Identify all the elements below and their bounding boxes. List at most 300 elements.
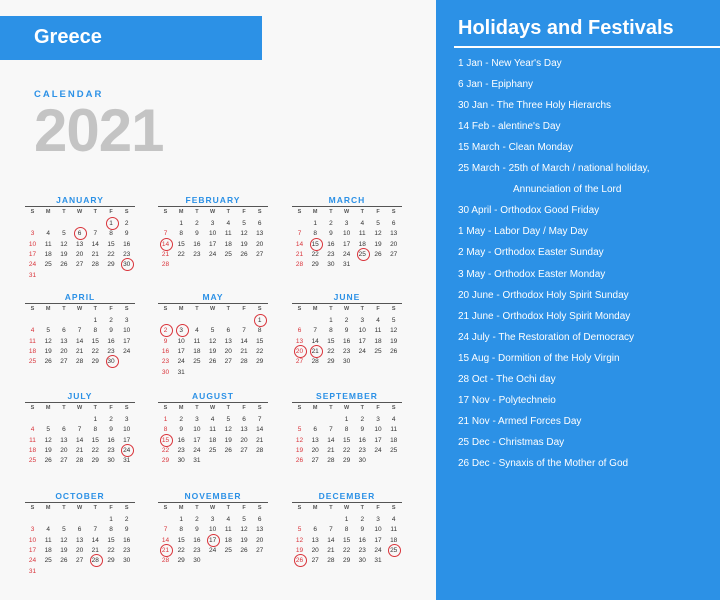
date-cell: 8 <box>179 526 183 534</box>
date-cell: 3 <box>124 416 129 423</box>
date-cell: 10 <box>28 536 37 544</box>
date-cell: 17 <box>342 240 351 248</box>
date-cell: 7 <box>313 327 317 335</box>
holiday-date: 15 <box>158 436 173 446</box>
date-cell: 19 <box>208 347 217 355</box>
date-cell: 14 <box>161 536 170 544</box>
weekday-label: S <box>163 405 168 411</box>
date-cell: 21 <box>91 250 99 258</box>
date-cell: 3 <box>376 516 380 523</box>
weekday-label: T <box>226 405 230 411</box>
date-cell: 24 <box>177 358 185 366</box>
date-cell: 19 <box>295 546 304 554</box>
date-cell: 11 <box>390 526 398 534</box>
weekday-label: S <box>297 306 302 312</box>
month-name: DECEMBER <box>318 491 376 501</box>
date-cell: 2 <box>124 516 129 523</box>
date-cell: 10 <box>28 240 37 248</box>
date-cell: 12 <box>240 526 248 534</box>
date-cell: 12 <box>44 436 52 444</box>
weekday-label: S <box>297 405 302 411</box>
date-cell: 15 <box>177 240 185 248</box>
weekday-label: T <box>62 306 66 312</box>
weekday-label: F <box>109 209 113 215</box>
date-cell: 10 <box>123 426 131 434</box>
month-divider <box>158 502 268 503</box>
date-cell: 5 <box>242 220 246 227</box>
weekday-label: F <box>376 306 380 312</box>
weekday-label: T <box>93 405 97 411</box>
date-cell: 18 <box>390 436 398 444</box>
date-cell: 12 <box>374 230 382 238</box>
date-cell: 3 <box>124 317 129 324</box>
holiday-item: 26 Dec - Synaxis of the Mother of God <box>458 457 629 469</box>
date-cell: 9 <box>109 426 113 434</box>
date-cell: 30 <box>193 557 201 565</box>
date-cell: 2 <box>109 416 113 423</box>
date-cell: 2 <box>360 416 365 423</box>
weekday-label: M <box>178 306 184 312</box>
date-cell: 26 <box>390 347 398 355</box>
country-name: Greece <box>34 26 102 48</box>
date-cell: 11 <box>29 436 36 444</box>
date-cell: 24 <box>374 546 382 554</box>
date-cell: 19 <box>44 446 52 454</box>
weekday-label: T <box>195 306 199 312</box>
date-cell: 15 <box>327 337 335 345</box>
date-cell: 17 <box>28 250 37 258</box>
date-cell: 13 <box>256 526 264 534</box>
weekday-label: W <box>76 405 83 411</box>
weekday-label: T <box>62 505 66 511</box>
date-cell: 30 <box>358 557 366 565</box>
weekday-label: S <box>297 505 302 511</box>
date-cell: 20 <box>60 347 68 355</box>
weekday-label: T <box>360 505 364 511</box>
weekday-label: W <box>76 306 83 312</box>
date-cell: 22 <box>311 250 319 258</box>
date-cell: 9 <box>344 327 349 335</box>
date-cell: 16 <box>107 436 115 444</box>
date-cell: 19 <box>240 536 248 544</box>
date-cell: 1 <box>93 416 98 423</box>
holiday-item: 28 Oct - The Ochi day <box>458 373 556 385</box>
date-cell: 5 <box>376 220 380 227</box>
date-cell: 10 <box>374 526 382 534</box>
holiday-date: 3 <box>174 326 189 336</box>
date-cell: 28 <box>327 557 335 565</box>
weekday-label: T <box>360 306 364 312</box>
date-cell: 29 <box>91 358 99 366</box>
date-cell: 19 <box>390 337 398 345</box>
date-cell: 25 <box>224 250 232 258</box>
date-cell: 9 <box>360 426 365 434</box>
date-cell: 22 <box>91 446 99 454</box>
holiday-item: 1 Jan - New Year's Day <box>458 58 562 69</box>
date-cell: 28 <box>161 261 170 269</box>
weekday-label: S <box>257 405 262 411</box>
date-cell: 6 <box>313 526 317 534</box>
date-cell: 15 <box>256 337 264 345</box>
date-cell: 21 <box>240 347 248 355</box>
date-cell: 11 <box>209 426 216 434</box>
date-cell: 11 <box>374 327 382 335</box>
date-cell: 20 <box>311 446 319 454</box>
date-cell: 7 <box>77 327 82 335</box>
weekday-label: T <box>329 306 333 312</box>
date-cell: 22 <box>177 250 185 258</box>
date-cell: 8 <box>109 526 113 534</box>
date-cell: 5 <box>391 317 396 324</box>
date-cell: 9 <box>124 526 129 534</box>
date-cell: 15 <box>91 436 99 444</box>
date-cell: 18 <box>390 536 398 544</box>
date-cell: 25 <box>193 358 201 366</box>
date-cell: 18 <box>28 347 37 355</box>
date-cell: 16 <box>193 536 201 544</box>
date-cell: 17 <box>123 337 131 345</box>
date-cell: 8 <box>329 327 333 335</box>
date-cell: 5 <box>226 416 231 423</box>
date-cell: 4 <box>391 416 396 423</box>
date-cell: 9 <box>109 327 113 335</box>
date-cell: 12 <box>208 337 217 345</box>
weekday-label: W <box>343 306 350 312</box>
date-cell: 23 <box>177 446 185 454</box>
date-cell: 1 <box>93 317 98 324</box>
date-cell: 4 <box>226 220 231 227</box>
date-cell: 24 <box>208 250 217 258</box>
date-cell: 6 <box>297 327 302 335</box>
date-cell: 31 <box>374 557 382 565</box>
date-cell: 4 <box>210 416 215 423</box>
date-cell: 5 <box>62 526 66 534</box>
month-divider <box>25 303 135 304</box>
date-cell: 29 <box>256 358 264 366</box>
date-cell: 15 <box>342 536 351 544</box>
date-cell: 13 <box>295 337 304 345</box>
month-divider <box>25 502 135 503</box>
holiday-item: 30 April - Orthodox Good Friday <box>458 205 600 217</box>
weekday-label: W <box>209 405 216 411</box>
weekday-label: S <box>124 405 129 411</box>
date-cell: 27 <box>75 557 84 565</box>
date-cell: 19 <box>224 436 232 444</box>
date-cell: 17 <box>28 546 37 554</box>
date-cell: 7 <box>77 426 82 434</box>
date-cell: 8 <box>344 426 349 434</box>
date-cell: 3 <box>30 526 35 534</box>
holiday-date: 30 <box>104 357 119 367</box>
weekday-label: T <box>93 505 97 511</box>
weekday-label: F <box>242 505 246 511</box>
date-cell: 10 <box>342 230 351 238</box>
month-name: JULY <box>67 391 93 401</box>
date-cell: 12 <box>44 337 52 345</box>
weekday-label: M <box>45 306 51 312</box>
weekday-label: M <box>178 209 184 215</box>
date-cell: 11 <box>224 526 232 534</box>
date-cell: 23 <box>193 250 201 258</box>
holiday-date: 25 <box>355 250 370 260</box>
date-cell: 16 <box>123 536 131 544</box>
date-cell: 4 <box>30 426 35 434</box>
date-cell: 1 <box>163 416 168 423</box>
date-cell: 30 <box>177 457 185 465</box>
country-banner <box>0 16 262 60</box>
weekday-label: S <box>124 209 129 215</box>
month-name: SEPTEMBER <box>316 391 378 401</box>
holiday-date: 26 <box>292 556 307 566</box>
date-cell: 12 <box>60 240 68 248</box>
date-cell: 13 <box>60 436 68 444</box>
holiday-item: 2 May - Orthodox Easter Sunday <box>458 247 604 259</box>
date-cell: 10 <box>208 230 217 238</box>
date-cell: 13 <box>311 536 319 544</box>
weekday-label: S <box>124 306 129 312</box>
date-cell: 16 <box>342 337 351 345</box>
weekday-label: T <box>195 505 199 511</box>
date-cell: 25 <box>374 347 382 355</box>
weekday-label: F <box>242 209 246 215</box>
date-cell: 4 <box>30 327 35 335</box>
date-cell: 15 <box>342 436 351 444</box>
date-cell: 19 <box>295 446 304 454</box>
date-cell: 3 <box>210 516 215 523</box>
date-cell: 9 <box>329 230 333 238</box>
holiday-item: 24 July - The Restoration of Democracy <box>458 331 635 343</box>
date-cell: 23 <box>358 546 366 554</box>
date-cell: 25 <box>28 457 37 465</box>
date-cell: 23 <box>107 446 115 454</box>
weekday-label: F <box>376 505 380 511</box>
weekday-label: T <box>195 209 199 215</box>
weekday-label: S <box>163 505 168 511</box>
weekday-label: S <box>297 209 302 215</box>
weekday-label: W <box>76 505 83 511</box>
weekday-label: W <box>343 505 350 511</box>
date-cell: 31 <box>28 567 37 575</box>
date-cell: 16 <box>358 536 366 544</box>
holiday-item: 6 Jan - Epiphany <box>458 79 534 91</box>
date-cell: 18 <box>224 536 232 544</box>
date-cell: 21 <box>161 250 170 258</box>
month-divider <box>292 402 402 403</box>
date-cell: 24 <box>28 557 37 565</box>
date-cell: 30 <box>161 368 170 376</box>
date-cell: 10 <box>177 337 185 345</box>
date-cell: 16 <box>123 240 131 248</box>
date-cell: 12 <box>224 426 232 434</box>
date-cell: 7 <box>297 230 302 238</box>
date-cell: 23 <box>358 446 366 454</box>
date-cell: 8 <box>179 230 183 238</box>
weekday-label: S <box>124 505 129 511</box>
weekday-label: M <box>312 405 318 411</box>
holiday-item: Annunciation of the Lord <box>513 184 622 196</box>
holiday-item: 14 Feb - alentine's Day <box>458 121 561 133</box>
date-cell: 27 <box>60 358 68 366</box>
date-cell: 24 <box>342 250 351 258</box>
date-cell: 28 <box>75 358 84 366</box>
weekday-label: F <box>109 306 113 312</box>
weekday-label: M <box>178 405 184 411</box>
date-cell: 27 <box>390 250 398 258</box>
month-name: FEBRUARY <box>185 195 241 205</box>
weekday-label: S <box>391 505 396 511</box>
date-cell: 31 <box>123 457 131 465</box>
date-cell: 26 <box>60 557 68 565</box>
weekday-label: F <box>109 505 113 511</box>
date-cell: 17 <box>374 436 382 444</box>
date-cell: 4 <box>195 327 199 335</box>
date-cell: 29 <box>91 457 99 465</box>
date-cell: 20 <box>60 446 68 454</box>
date-cell: 10 <box>374 426 382 434</box>
date-cell: 10 <box>208 526 217 534</box>
weekday-label: T <box>226 505 230 511</box>
date-cell: 26 <box>240 546 248 554</box>
date-cell: 12 <box>390 327 398 335</box>
date-cell: 24 <box>193 446 201 454</box>
holiday-date: 21 <box>308 347 323 357</box>
date-cell: 20 <box>224 347 232 355</box>
date-cell: 1 <box>179 220 183 227</box>
weekday-label: W <box>209 209 216 215</box>
month-divider <box>158 206 268 207</box>
weekday-label: S <box>257 306 262 312</box>
date-cell: 21 <box>75 347 84 355</box>
date-cell: 5 <box>297 526 302 534</box>
month-name: AUGUST <box>192 391 234 401</box>
holiday-date: 25 <box>386 546 401 556</box>
date-cell: 7 <box>163 230 168 238</box>
date-cell: 18 <box>208 436 217 444</box>
month-name: JANUARY <box>56 195 104 205</box>
date-cell: 13 <box>390 230 398 238</box>
date-cell: 9 <box>195 230 199 238</box>
date-cell: 7 <box>257 416 262 423</box>
holiday-date: 6 <box>72 229 87 239</box>
date-cell: 7 <box>242 327 246 335</box>
holiday-date: 30 <box>119 260 134 270</box>
date-cell: 22 <box>107 546 115 554</box>
date-cell: 20 <box>311 546 319 554</box>
date-cell: 27 <box>256 250 264 258</box>
date-cell: 26 <box>374 250 382 258</box>
date-cell: 4 <box>360 220 365 227</box>
date-cell: 27 <box>240 446 248 454</box>
date-cell: 25 <box>208 446 217 454</box>
date-cell: 12 <box>295 536 304 544</box>
date-cell: 10 <box>193 426 201 434</box>
date-cell: 28 <box>327 457 335 465</box>
date-cell: 27 <box>295 358 304 366</box>
date-cell: 29 <box>177 557 185 565</box>
date-cell: 26 <box>60 261 68 269</box>
date-cell: 9 <box>179 426 183 434</box>
date-cell: 1 <box>179 516 183 523</box>
weekday-label: S <box>391 306 396 312</box>
date-cell: 23 <box>123 250 131 258</box>
weekday-label: M <box>312 505 318 511</box>
weekday-label: T <box>93 306 97 312</box>
date-cell: 3 <box>30 230 35 238</box>
date-cell: 9 <box>163 337 168 345</box>
date-cell: 6 <box>391 220 396 227</box>
date-cell: 22 <box>177 546 185 554</box>
holiday-item: 25 March - 25th of March / national holiday, <box>458 163 650 175</box>
date-cell: 8 <box>257 327 262 335</box>
date-cell: 1 <box>344 516 349 523</box>
date-cell: 23 <box>342 347 351 355</box>
date-cell: 22 <box>256 347 264 355</box>
date-cell: 3 <box>195 416 199 423</box>
weekday-label: T <box>360 405 364 411</box>
date-cell: 6 <box>77 526 82 534</box>
date-cell: 14 <box>327 436 335 444</box>
holidays-panel <box>436 0 720 600</box>
holiday-item: 20 June - Orthodox Holy Spirit Sunday <box>458 289 629 301</box>
date-cell: 29 <box>161 457 170 465</box>
date-cell: 14 <box>327 536 335 544</box>
date-cell: 10 <box>358 327 366 335</box>
holiday-item: 3 May - Orthodox Easter Monday <box>458 268 606 280</box>
date-cell: 4 <box>226 516 231 523</box>
date-cell: 8 <box>313 230 317 238</box>
date-cell: 17 <box>374 536 382 544</box>
date-cell: 21 <box>327 546 335 554</box>
date-cell: 19 <box>44 347 52 355</box>
date-cell: 26 <box>208 358 217 366</box>
date-cell: 4 <box>376 317 380 324</box>
date-cell: 11 <box>29 337 36 345</box>
date-cell: 22 <box>342 546 351 554</box>
weekday-label: S <box>391 405 396 411</box>
date-cell: 12 <box>60 536 68 544</box>
date-cell: 1 <box>313 220 317 227</box>
weekday-label: T <box>329 405 333 411</box>
date-cell: 13 <box>311 436 319 444</box>
date-cell: 12 <box>240 230 248 238</box>
date-cell: 17 <box>358 337 366 345</box>
date-cell: 27 <box>224 358 232 366</box>
date-cell: 18 <box>193 347 201 355</box>
weekday-label: S <box>257 209 262 215</box>
date-cell: 27 <box>60 457 68 465</box>
date-cell: 2 <box>344 317 349 324</box>
date-cell: 9 <box>195 526 199 534</box>
weekday-label: T <box>62 405 66 411</box>
weekday-label: W <box>209 306 216 312</box>
date-cell: 8 <box>93 327 98 335</box>
date-cell: 6 <box>257 220 262 227</box>
date-cell: 6 <box>257 516 262 523</box>
weekday-label: S <box>163 306 168 312</box>
date-cell: 24 <box>28 261 37 269</box>
date-cell: 22 <box>161 446 170 454</box>
date-cell: 8 <box>109 230 113 238</box>
date-cell: 14 <box>311 337 319 345</box>
date-cell: 23 <box>161 358 170 366</box>
date-cell: 1 <box>344 416 349 423</box>
date-cell: 7 <box>163 526 168 534</box>
date-cell: 15 <box>91 337 99 345</box>
date-cell: 20 <box>75 546 84 554</box>
date-cell: 5 <box>210 327 215 335</box>
holiday-date: 14 <box>158 240 173 250</box>
date-cell: 11 <box>193 337 201 345</box>
